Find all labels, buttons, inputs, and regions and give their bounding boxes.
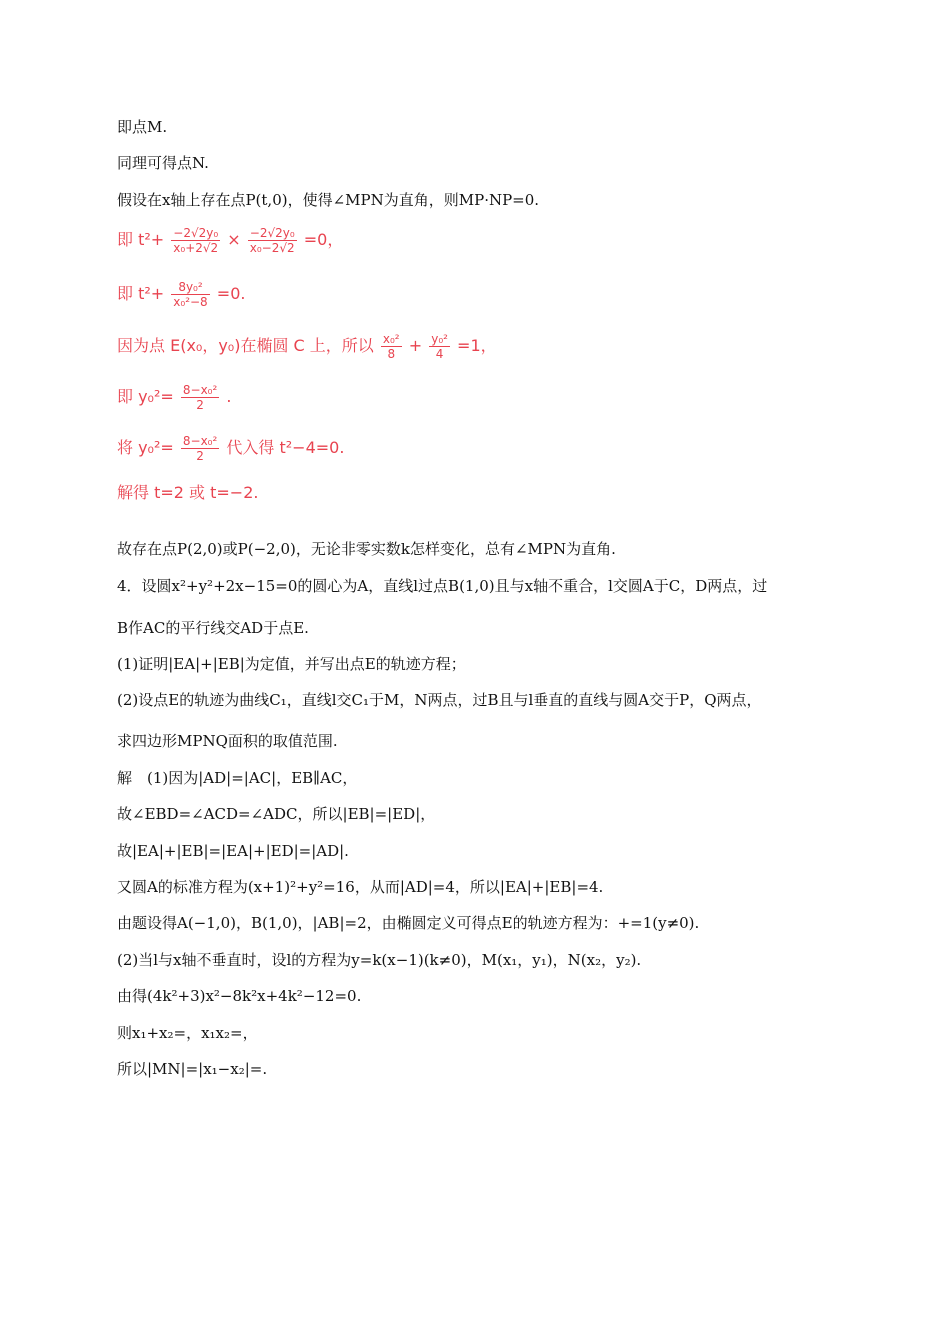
fraction (248, 226, 297, 255)
equation-text: 即 t²+ (117, 284, 165, 303)
equation-text: 代入得 t²−4=0. (226, 438, 345, 457)
numerator: −2√2y₀ (173, 226, 219, 240)
sub-question-2: (2)设点E的轨迹为曲线C₁，直线l交C₁于M，N两点，过B且与l垂直的直线与圆A交于P，Q两点， (117, 691, 762, 709)
text-line: 假设在x轴上存在点P(t,0)，使得∠MPN为直角，则MP·NP=0. (117, 191, 540, 209)
solution-line: 由题设得A(−1,0)，B(1,0)，|AB|=2，由椭圆定义可得点E的轨迹方程为：+=1(y≠0). (117, 914, 700, 932)
numerator: 8−x₀² (182, 383, 218, 397)
equation-text: 即 t²+ (117, 230, 165, 249)
sub-question-1: (1)证明|EA|+|EB|为定值，并写出点E的轨迹方程； (117, 655, 466, 673)
highlight-equation-5 (117, 434, 344, 463)
fraction (181, 434, 219, 463)
numerator: −2√2y₀ (249, 226, 295, 240)
equation-text: =0. (216, 284, 246, 303)
denominator: x₀+2√2 (173, 241, 219, 255)
operator: × (227, 230, 241, 249)
equation-text: 即 y₀²= (117, 387, 174, 406)
fraction (171, 280, 209, 309)
highlight-equation-4 (117, 383, 232, 412)
solution-line: (2)当l与x轴不垂直时，设l的方程为y=k(x−1)(k≠0)，M(x₁，y₁)，N(x₂，y₂). (117, 951, 642, 969)
denominator: 2 (196, 449, 204, 463)
denominator: x₀−2√2 (249, 241, 295, 255)
fraction (171, 226, 220, 255)
solution-line: 解 (1)因为|AD|=|AC|，EB∥AC， (117, 769, 358, 787)
highlight-equation-2 (117, 280, 245, 309)
sub-question-2: 求四边形MPNQ面积的取值范围. (117, 732, 338, 750)
solution-line: 又圆A的标准方程为(x+1)²+y²=16，从而|AD|=4，所以|EA|+|EB|=4. (117, 878, 604, 896)
solution-line: 则x₁+x₂=，x₁x₂=， (117, 1024, 258, 1042)
denominator: 4 (435, 347, 444, 361)
problem-statement: B作AC的平行线交AD于点E. (117, 619, 309, 637)
text-line: 同理可得点N. (117, 154, 209, 172)
denominator: 8 (387, 347, 396, 361)
numerator: 8−x₀² (182, 434, 218, 448)
operator: + (408, 336, 423, 355)
highlight-equation-1 (117, 226, 343, 255)
problem-statement: 4．设圆x²+y²+2x−15=0的圆心为A，直线l过点B(1,0)且与x轴不重合，l交圆A于C，D两点，过 (117, 577, 768, 595)
numerator: y₀² (431, 332, 448, 346)
highlight-equation-6: 解得 t=2 或 t=−2. (117, 483, 259, 502)
fraction (429, 332, 450, 361)
denominator: x₀²−8 (173, 295, 208, 309)
equation-text: =1， (457, 336, 497, 355)
fraction (181, 383, 219, 412)
numerator: 8y₀² (171, 280, 209, 295)
solution-line: 故|EA|+|EB|=|EA|+|ED|=|AD|. (117, 842, 349, 860)
equation-text: 将 y₀²= (117, 438, 174, 457)
equation-text: 因为点 E(x₀，y₀)在椭圆 C 上，所以 (117, 336, 374, 355)
text-line: 即点M. (117, 118, 168, 136)
fraction (381, 332, 402, 361)
solution-line: 故∠EBD=∠ACD=∠ADC，所以|EB|=|ED|， (117, 805, 436, 823)
text-line: 故存在点P(2,0)或P(−2,0)，无论非零实数k怎样变化，总有∠MPN为直角. (117, 540, 616, 558)
equation-text: . (226, 387, 232, 406)
solution-line: 由得(4k²+3)x²−8k²x+4k²−12=0. (117, 987, 362, 1005)
denominator: 2 (196, 398, 204, 412)
highlight-equation-3 (117, 332, 497, 361)
equation-text: =0， (303, 230, 344, 249)
numerator: x₀² (382, 332, 400, 346)
solution-line: 所以|MN|=|x₁−x₂|=. (117, 1060, 268, 1078)
